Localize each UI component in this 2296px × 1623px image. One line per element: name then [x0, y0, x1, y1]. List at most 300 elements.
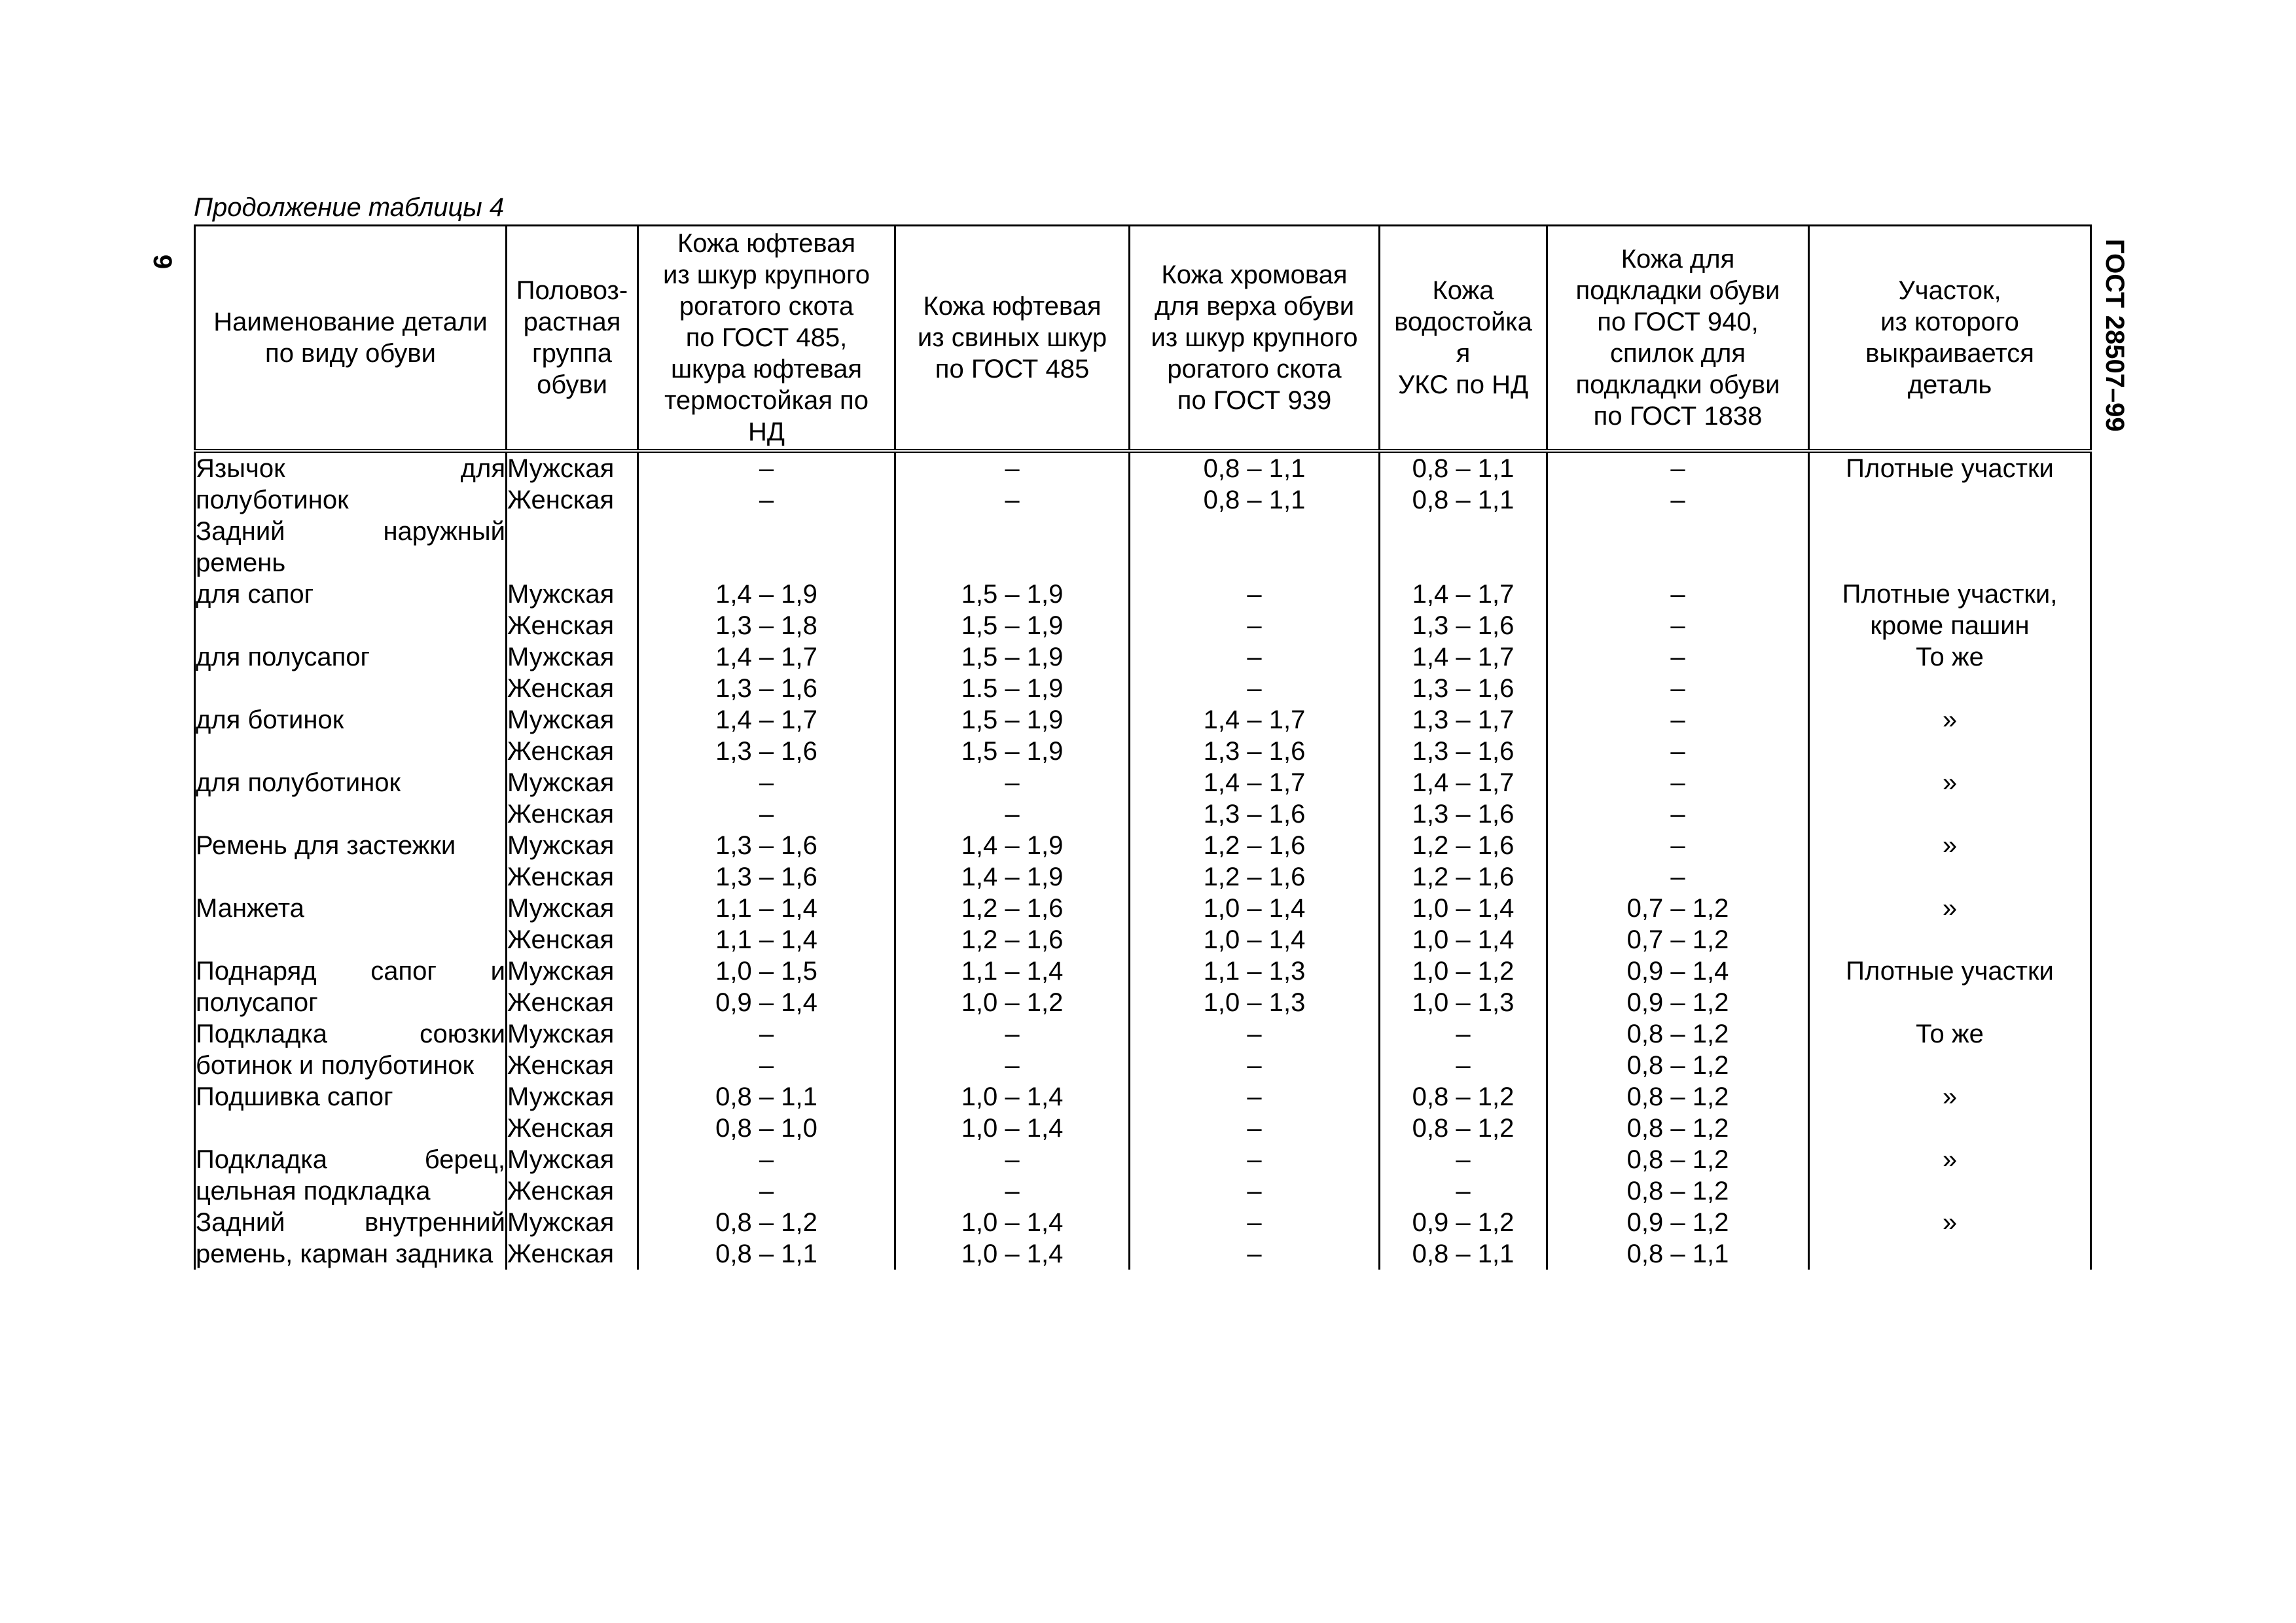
header-line: из которого [1880, 308, 2019, 336]
cell-yuft-pig: 1,1 – 1,4 [895, 955, 1130, 987]
cell-yuft-pig: 1,5 – 1,9 [895, 610, 1130, 641]
cell-sex-group: Мужская [507, 1018, 638, 1050]
cell-part-name [195, 861, 507, 893]
cell-sex-group: Женская [507, 987, 638, 1018]
header-line: рогатого скота [679, 292, 854, 321]
cell-waterproof-uks: 0,8 – 1,1 [1380, 451, 1547, 484]
table-row [195, 1081, 2091, 1113]
cell-sex-group: Женская [507, 736, 638, 767]
cell-waterproof-uks: 1,0 – 1,2 [1380, 955, 1547, 987]
cell-yuft-cattle: 1,3 – 1,8 [638, 610, 895, 641]
cell-yuft-cattle: 1,1 – 1,4 [638, 893, 895, 924]
cell-sex-group: Мужская [507, 1207, 638, 1238]
cell-lining: – [1547, 610, 1809, 641]
cell-chrome-cattle: 0,8 – 1,1 [1130, 484, 1380, 516]
cell-part-name [195, 516, 507, 547]
cell-yuft-cattle: – [638, 1050, 895, 1081]
cell-lining: 0,8 – 1,2 [1547, 1144, 1809, 1175]
header-line: водостойка [1394, 308, 1532, 336]
part-name-text: цельная подкладка [196, 1177, 431, 1205]
cell-cut-area [1809, 1050, 2091, 1081]
part-name-word: для [460, 454, 505, 483]
cell-chrome-cattle: 1,3 – 1,6 [1130, 798, 1380, 830]
cell-lining: – [1547, 767, 1809, 798]
cell-waterproof-uks: 1,0 – 1,3 [1380, 987, 1547, 1018]
table-row [195, 516, 2091, 547]
cell-yuft-cattle: 0,8 – 1,1 [638, 1081, 895, 1113]
header-line: шкура юфтевая [670, 355, 863, 383]
header-line: Кожа юфтевая [923, 292, 1102, 321]
cell-waterproof-uks: 0,8 – 1,2 [1380, 1081, 1547, 1113]
cell-sex-group: Мужская [507, 579, 638, 610]
cell-lining: 0,8 – 1,2 [1547, 1050, 1809, 1081]
cell-sex-group: Женская [507, 1113, 638, 1144]
cell-waterproof-uks: 1,2 – 1,6 [1380, 830, 1547, 861]
cell-cut-area [1809, 798, 2091, 830]
cell-yuft-cattle: – [638, 451, 895, 484]
table-row [195, 736, 2091, 767]
cell-sex-group: Мужская [507, 955, 638, 987]
cell-waterproof-uks: 0,9 – 1,2 [1380, 1207, 1547, 1238]
cell-yuft-cattle [638, 516, 895, 547]
cell-waterproof-uks: 0,8 – 1,2 [1380, 1113, 1547, 1144]
cell-sex-group: Мужская [507, 641, 638, 673]
cell-yuft-pig: 1,5 – 1,9 [895, 579, 1130, 610]
cell-cut-area: То же [1809, 641, 2091, 673]
cell-yuft-cattle: 0,9 – 1,4 [638, 987, 895, 1018]
part-name-text: Ремень для застежки [196, 831, 456, 860]
cell-part-name [195, 1018, 507, 1050]
header-line: Участок, [1898, 276, 2001, 305]
cell-chrome-cattle: – [1130, 673, 1380, 704]
cell-waterproof-uks: 1,4 – 1,7 [1380, 579, 1547, 610]
cell-sex-group: Мужская [507, 767, 638, 798]
table-row [195, 1238, 2091, 1270]
cell-cut-area: » [1809, 767, 2091, 798]
cell-sex-group: Мужская [507, 893, 638, 924]
cell-cut-area: Плотные участки [1809, 955, 2091, 987]
cell-cut-area [1809, 987, 2091, 1018]
cell-lining: 0,9 – 1,4 [1547, 955, 1809, 987]
cell-cut-area [1809, 924, 2091, 955]
cell-waterproof-uks: 1,4 – 1,7 [1380, 641, 1547, 673]
header-line: Кожа хромовая [1161, 260, 1348, 289]
header-lining [1547, 226, 1809, 452]
cell-waterproof-uks: 0,8 – 1,1 [1380, 1238, 1547, 1270]
cell-part-name [195, 798, 507, 830]
cell-chrome-cattle: – [1130, 1144, 1380, 1175]
part-name-word: Поднаряд [196, 957, 317, 986]
cell-part-name [195, 1175, 507, 1207]
cell-chrome-cattle: 1,0 – 1,3 [1130, 987, 1380, 1018]
cell-yuft-cattle: 1,4 – 1,7 [638, 641, 895, 673]
part-name-text: для сапог [196, 580, 314, 609]
cell-lining: – [1547, 484, 1809, 516]
cell-cut-area: » [1809, 893, 2091, 924]
header-part-name [195, 226, 507, 452]
header-line: из свиных шкур [917, 323, 1107, 352]
cell-chrome-cattle: – [1130, 1207, 1380, 1238]
cell-part-name [195, 704, 507, 736]
cell-lining: 0,9 – 1,2 [1547, 987, 1809, 1018]
cell-chrome-cattle: 1,2 – 1,6 [1130, 861, 1380, 893]
cell-waterproof-uks: 1,3 – 1,6 [1380, 673, 1547, 704]
cell-part-name [195, 579, 507, 610]
cell-lining: – [1547, 641, 1809, 673]
header-line: обуви [537, 370, 607, 399]
cell-cut-area [1809, 1238, 2091, 1270]
cell-lining: – [1547, 451, 1809, 484]
table-row [195, 924, 2091, 955]
cell-waterproof-uks: 0,8 – 1,1 [1380, 484, 1547, 516]
part-name-text: для ботинок [196, 705, 344, 734]
cell-yuft-cattle: 1,1 – 1,4 [638, 924, 895, 955]
cell-chrome-cattle: – [1130, 641, 1380, 673]
part-name-text: для полусапог [196, 643, 370, 671]
header-cut-area [1809, 226, 2091, 452]
part-name-text: ботинок и полуботинок [196, 1051, 474, 1080]
cell-chrome-cattle [1130, 516, 1380, 547]
part-name-word: Язычок [196, 454, 285, 483]
header-line: Кожа для [1621, 245, 1735, 274]
cell-chrome-cattle: 1,4 – 1,7 [1130, 704, 1380, 736]
part-name-word: наружный [383, 517, 505, 546]
cell-cut-area [1809, 736, 2091, 767]
cell-yuft-cattle: 1,3 – 1,6 [638, 861, 895, 893]
cell-yuft-pig: 1,0 – 1,4 [895, 1113, 1130, 1144]
cell-yuft-pig: – [895, 1175, 1130, 1207]
cell-yuft-cattle: – [638, 1018, 895, 1050]
cell-part-name [195, 830, 507, 861]
cell-yuft-pig [895, 547, 1130, 579]
cell-part-name [195, 673, 507, 704]
part-name-text: для полуботинок [196, 768, 401, 797]
cell-chrome-cattle: 1,0 – 1,4 [1130, 924, 1380, 955]
cell-yuft-pig: – [895, 451, 1130, 484]
cell-yuft-pig: 1,4 – 1,9 [895, 861, 1130, 893]
cell-cut-area [1809, 673, 2091, 704]
table-row [195, 451, 2091, 484]
cell-lining: – [1547, 673, 1809, 704]
part-name-text: ремень, карман задника [196, 1240, 493, 1268]
cell-part-name [195, 1144, 507, 1175]
cell-sex-group: Женская [507, 484, 638, 516]
cell-chrome-cattle: – [1130, 1113, 1380, 1144]
header-line: подкладки обуви [1575, 370, 1780, 399]
cell-waterproof-uks: 1,2 – 1,6 [1380, 861, 1547, 893]
cell-sex-group: Женская [507, 924, 638, 955]
cell-sex-group: Женская [507, 610, 638, 641]
header-line: УКС по НД [1397, 370, 1529, 399]
table-row [195, 893, 2091, 924]
cell-waterproof-uks: 1,3 – 1,6 [1380, 798, 1547, 830]
cell-part-name [195, 1113, 507, 1144]
cell-part-name [195, 610, 507, 641]
table-row [195, 830, 2091, 861]
header-line: по ГОСТ 939 [1177, 386, 1332, 415]
cell-waterproof-uks: – [1380, 1050, 1547, 1081]
cell-yuft-cattle: – [638, 484, 895, 516]
cell-waterproof-uks: – [1380, 1175, 1547, 1207]
cell-yuft-pig [895, 516, 1130, 547]
cell-cut-area: Плотные участки, [1809, 579, 2091, 610]
cell-sex-group: Женская [507, 1050, 638, 1081]
cell-cut-area: кроме пашин [1809, 610, 2091, 641]
part-name-text: полуботинок [196, 486, 349, 514]
cell-yuft-cattle: 0,8 – 1,1 [638, 1238, 895, 1270]
table-row [195, 704, 2091, 736]
part-name-word: союзки [420, 1020, 505, 1048]
table-caption: Продолжение таблицы 4 [194, 193, 505, 222]
cell-waterproof-uks: 1,3 – 1,7 [1380, 704, 1547, 736]
cell-lining: 0,7 – 1,2 [1547, 924, 1809, 955]
cell-sex-group [507, 547, 638, 579]
table-row [195, 987, 2091, 1018]
cell-chrome-cattle: 1,0 – 1,4 [1130, 893, 1380, 924]
cell-yuft-pig: 1,0 – 1,2 [895, 987, 1130, 1018]
header-line: группа [532, 339, 612, 368]
header-line: по ГОСТ 1838 [1593, 402, 1763, 431]
cell-yuft-pig: 1,2 – 1,6 [895, 924, 1130, 955]
cell-sex-group: Мужская [507, 1081, 638, 1113]
cell-part-name [195, 987, 507, 1018]
cell-sex-group: Женская [507, 798, 638, 830]
header-line: выкраивается [1865, 339, 2034, 368]
cell-yuft-pig: – [895, 484, 1130, 516]
cell-yuft-cattle: 1,4 – 1,9 [638, 579, 895, 610]
header-line: растная [523, 308, 621, 336]
table-row [195, 861, 2091, 893]
cell-yuft-cattle: 1,0 – 1,5 [638, 955, 895, 987]
cell-waterproof-uks: 1,0 – 1,4 [1380, 924, 1547, 955]
header-line: подкладки обуви [1575, 276, 1780, 305]
header-line: для верха обуви [1154, 292, 1355, 321]
cell-yuft-cattle: 0,8 – 1,2 [638, 1207, 895, 1238]
cell-part-name [195, 736, 507, 767]
part-name-word: и [490, 957, 505, 986]
part-name-word: сапог [370, 957, 437, 986]
page-number: 9 [148, 254, 177, 270]
cell-part-name [195, 1050, 507, 1081]
cell-sex-group: Женская [507, 1238, 638, 1270]
cell-cut-area [1809, 1175, 2091, 1207]
cell-part-name [195, 924, 507, 955]
cell-cut-area [1809, 861, 2091, 893]
cell-cut-area: Плотные участки [1809, 451, 2091, 484]
standard-code-text: ГОСТ 28507–99 [2100, 239, 2129, 432]
cell-chrome-cattle: – [1130, 610, 1380, 641]
cell-sex-group: Женская [507, 673, 638, 704]
cell-lining: – [1547, 861, 1809, 893]
cell-part-name [195, 767, 507, 798]
cell-yuft-pig: – [895, 1144, 1130, 1175]
cell-yuft-cattle: 1,3 – 1,6 [638, 830, 895, 861]
part-name-word: Задний [196, 517, 285, 546]
cell-yuft-pig: – [895, 1018, 1130, 1050]
header-line: деталь [1907, 370, 1992, 399]
cell-yuft-pig: 1,5 – 1,9 [895, 704, 1130, 736]
table-row [195, 798, 2091, 830]
header-line: Наименование детали [213, 308, 488, 336]
cell-lining: 0,8 – 1,2 [1547, 1081, 1809, 1113]
header-yuft-pig [895, 226, 1130, 452]
part-name-text: ремень [196, 548, 286, 577]
part-name-text: полусапог [196, 988, 318, 1017]
cell-yuft-pig: 1,0 – 1,4 [895, 1207, 1130, 1238]
cell-waterproof-uks: 1,0 – 1,4 [1380, 893, 1547, 924]
cell-sex-group: Мужская [507, 1144, 638, 1175]
part-name-text: Подшивка сапог [196, 1082, 393, 1111]
cell-part-name [195, 1238, 507, 1270]
part-name-word: Подкладка [196, 1145, 327, 1174]
cell-lining [1547, 547, 1809, 579]
cell-chrome-cattle: – [1130, 1175, 1380, 1207]
cell-chrome-cattle: – [1130, 1238, 1380, 1270]
header-line: спилок для [1610, 339, 1746, 368]
cell-part-name [195, 484, 507, 516]
cell-chrome-cattle: 1,1 – 1,3 [1130, 955, 1380, 987]
cell-chrome-cattle: 1,2 – 1,6 [1130, 830, 1380, 861]
cell-chrome-cattle [1130, 547, 1380, 579]
cell-cut-area [1809, 484, 2091, 516]
cell-cut-area: » [1809, 1144, 2091, 1175]
table-row [195, 641, 2091, 673]
cell-yuft-cattle: – [638, 767, 895, 798]
table-row [195, 955, 2091, 987]
cell-waterproof-uks [1380, 516, 1547, 547]
cell-yuft-pig: 1.5 – 1,9 [895, 673, 1130, 704]
cell-yuft-pig: 1,4 – 1,9 [895, 830, 1130, 861]
header-line: НД [748, 418, 785, 446]
header-line: термостойкая по [664, 386, 869, 415]
table-row [195, 547, 2091, 579]
header-line: по ГОСТ 485 [935, 355, 1090, 383]
cell-chrome-cattle: 1,3 – 1,6 [1130, 736, 1380, 767]
cell-chrome-cattle: – [1130, 1081, 1380, 1113]
table-row [195, 767, 2091, 798]
cell-cut-area [1809, 516, 2091, 547]
cell-part-name [195, 955, 507, 987]
cell-lining: 0,8 – 1,2 [1547, 1018, 1809, 1050]
cell-waterproof-uks: 1,4 – 1,7 [1380, 767, 1547, 798]
cell-yuft-pig: 1,5 – 1,9 [895, 641, 1130, 673]
header-line: по ГОСТ 940, [1597, 308, 1759, 336]
cell-lining: – [1547, 798, 1809, 830]
part-name-word: внутренний [364, 1208, 505, 1237]
table-row [195, 673, 2091, 704]
cell-chrome-cattle: 0,8 – 1,1 [1130, 451, 1380, 484]
cell-cut-area: То же [1809, 1018, 2091, 1050]
table-row [195, 579, 2091, 610]
cell-lining: – [1547, 830, 1809, 861]
cell-cut-area [1809, 547, 2091, 579]
cell-yuft-cattle: 1,3 – 1,6 [638, 673, 895, 704]
cell-yuft-pig: 1,2 – 1,6 [895, 893, 1130, 924]
table-row [195, 1018, 2091, 1050]
cell-yuft-pig: – [895, 798, 1130, 830]
table-row [195, 1113, 2091, 1144]
table-row [195, 1207, 2091, 1238]
cell-cut-area: » [1809, 830, 2091, 861]
cell-yuft-pig: 1,0 – 1,4 [895, 1081, 1130, 1113]
cell-lining: 0,8 – 1,1 [1547, 1238, 1809, 1270]
cell-waterproof-uks: 1,3 – 1,6 [1380, 736, 1547, 767]
header-line: Половоз- [516, 276, 628, 305]
cell-yuft-pig: – [895, 767, 1130, 798]
cell-chrome-cattle: 1,4 – 1,7 [1130, 767, 1380, 798]
header-line: Кожа [1432, 276, 1494, 305]
header-sex-group [507, 226, 638, 452]
cell-sex-group: Женская [507, 861, 638, 893]
cell-yuft-pig: – [895, 1050, 1130, 1081]
header-line: по виду обуви [265, 339, 436, 368]
table-row [195, 1175, 2091, 1207]
part-name-text: Манжета [196, 894, 304, 923]
cell-yuft-cattle: 1,4 – 1,7 [638, 704, 895, 736]
cell-lining: 0,7 – 1,2 [1547, 893, 1809, 924]
cell-cut-area: » [1809, 1081, 2091, 1113]
cell-sex-group: Мужская [507, 830, 638, 861]
cell-sex-group: Мужская [507, 451, 638, 484]
cell-yuft-cattle: – [638, 1144, 895, 1175]
cell-yuft-cattle: 0,8 – 1,0 [638, 1113, 895, 1144]
cell-lining: 0,8 – 1,2 [1547, 1113, 1809, 1144]
cell-yuft-pig: 1,5 – 1,9 [895, 736, 1130, 767]
cell-cut-area: » [1809, 704, 2091, 736]
header-line: рогатого скота [1167, 355, 1342, 383]
header-line: из шкур крупного [663, 260, 870, 289]
cell-waterproof-uks [1380, 547, 1547, 579]
cell-lining: – [1547, 704, 1809, 736]
cell-sex-group [507, 516, 638, 547]
cell-waterproof-uks: – [1380, 1018, 1547, 1050]
header-line: я [1456, 339, 1471, 368]
cell-part-name [195, 547, 507, 579]
cell-lining: 0,8 – 1,2 [1547, 1175, 1809, 1207]
table-row [195, 1050, 2091, 1081]
cell-part-name [195, 451, 507, 484]
header-line: по ГОСТ 485, [685, 323, 848, 352]
table-row [195, 1144, 2091, 1175]
cell-yuft-cattle: – [638, 798, 895, 830]
table-row [195, 484, 2091, 516]
header-yuft-cattle [638, 226, 895, 452]
header-chrome-cattle [1130, 226, 1380, 452]
cell-chrome-cattle: – [1130, 579, 1380, 610]
cell-lining: 0,9 – 1,2 [1547, 1207, 1809, 1238]
cell-lining: – [1547, 579, 1809, 610]
cell-waterproof-uks: – [1380, 1144, 1547, 1175]
header-row [195, 226, 2091, 452]
cell-yuft-cattle [638, 547, 895, 579]
cell-waterproof-uks: 1,3 – 1,6 [1380, 610, 1547, 641]
cell-chrome-cattle: – [1130, 1018, 1380, 1050]
cell-lining [1547, 516, 1809, 547]
cell-yuft-cattle: 1,3 – 1,6 [638, 736, 895, 767]
cell-yuft-pig: 1,0 – 1,4 [895, 1238, 1130, 1270]
cell-part-name [195, 641, 507, 673]
cell-sex-group: Мужская [507, 704, 638, 736]
cell-lining: – [1547, 736, 1809, 767]
cell-cut-area [1809, 1113, 2091, 1144]
header-line: из шкур крупного [1151, 323, 1358, 352]
cell-part-name [195, 1207, 507, 1238]
part-name-word: Задний [196, 1208, 285, 1237]
table-row [195, 610, 2091, 641]
cell-part-name [195, 1081, 507, 1113]
part-name-word: берец, [424, 1145, 505, 1174]
part-name-word: Подкладка [196, 1020, 327, 1048]
